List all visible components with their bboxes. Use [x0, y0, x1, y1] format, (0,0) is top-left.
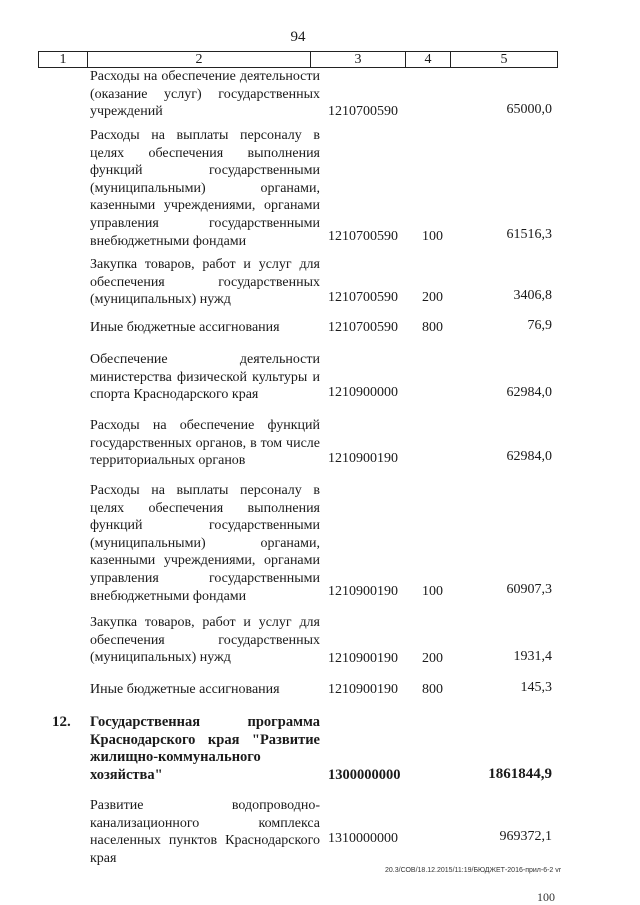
section-number: 12. — [52, 714, 71, 730]
column-header-row — [38, 51, 558, 68]
row-amount: 76,9 — [527, 318, 552, 333]
row-amount: 65000,0 — [506, 102, 552, 117]
row-expense-type: 800 — [422, 320, 443, 335]
row-expense-type: 800 — [422, 682, 443, 697]
row-description: Государственная программа Краснодарского края "Развитие жилищно-коммунального хозяйства" — [90, 714, 320, 783]
column-header-2: 2 — [88, 52, 311, 68]
row-amount: 969372,1 — [499, 829, 552, 844]
footer-page-number: 100 — [537, 890, 555, 904]
column-header-3: 3 — [311, 52, 406, 68]
row-description: Обеспечение деятельности министерства физической культуры и спорта Краснодарского края — [90, 352, 320, 403]
row-description: Расходы на обеспечение деятельности (оказание услуг) государственных учреждений — [90, 69, 320, 120]
row-description: Иные бюджетные ассигнования — [90, 682, 280, 697]
row-description: Закупка товаров, работ и услуг для обеспечения государственных (муниципальных) нужд — [90, 615, 320, 666]
document-stamp: 20.3/СОВ/18.12.2015/11:19/БЮДЖЕТ-2016-прил-6-2 vr — [385, 867, 562, 874]
page-number: 94 — [290, 29, 306, 45]
row-code: 1210700590 — [328, 104, 398, 119]
row-code: 1210700590 — [328, 229, 398, 244]
column-header-1: 1 — [39, 52, 88, 68]
row-expense-type: 100 — [422, 584, 443, 599]
row-description: Расходы на выплаты персоналу в целях обеспечения выполнения функций государственными (муниципальными) органами, казенными учреждениями, органами управления государственными внебюджетными фондами — [90, 128, 320, 249]
row-description: Расходы на выплаты персоналу в целях обеспечения выполнения функций государственными (муниципальными) органами, казенными учреждениями, органами управления государственными внебюджетными фондами — [90, 483, 320, 604]
row-code: 1210900000 — [328, 385, 398, 400]
row-code: 1210900190 — [328, 651, 398, 666]
row-code: 1210900190 — [328, 682, 398, 697]
column-header-5: 5 — [451, 52, 558, 68]
row-amount: 62984,0 — [506, 385, 552, 400]
row-expense-type: 200 — [422, 651, 443, 666]
row-amount: 145,3 — [520, 680, 552, 695]
row-amount: 3406,8 — [513, 288, 552, 303]
row-code: 1210900190 — [328, 584, 398, 599]
row-code: 1310000000 — [328, 831, 398, 846]
row-amount: 61516,3 — [506, 227, 552, 242]
row-amount: 1931,4 — [513, 649, 552, 664]
row-code: 1300000000 — [328, 767, 401, 783]
row-code: 1210700590 — [328, 320, 398, 335]
row-amount: 1861844,9 — [488, 766, 552, 782]
row-description: Развитие водопроводно-канализационного комплекса населенных пунктов Краснодарского края — [90, 798, 320, 866]
row-code: 1210700590 — [328, 290, 398, 305]
row-code: 1210900190 — [328, 451, 398, 466]
row-amount: 60907,3 — [506, 582, 552, 597]
row-amount: 62984,0 — [506, 449, 552, 464]
row-expense-type: 200 — [422, 290, 443, 305]
row-expense-type: 100 — [422, 229, 443, 244]
row-description: Иные бюджетные ассигнования — [90, 320, 280, 335]
row-description: Закупка товаров, работ и услуг для обеспечения государственных (муниципальных) нужд — [90, 257, 320, 308]
column-header-4: 4 — [406, 52, 451, 68]
row-description: Расходы на обеспечение функций государственных органов, в том числе территориальных органов — [90, 418, 320, 469]
